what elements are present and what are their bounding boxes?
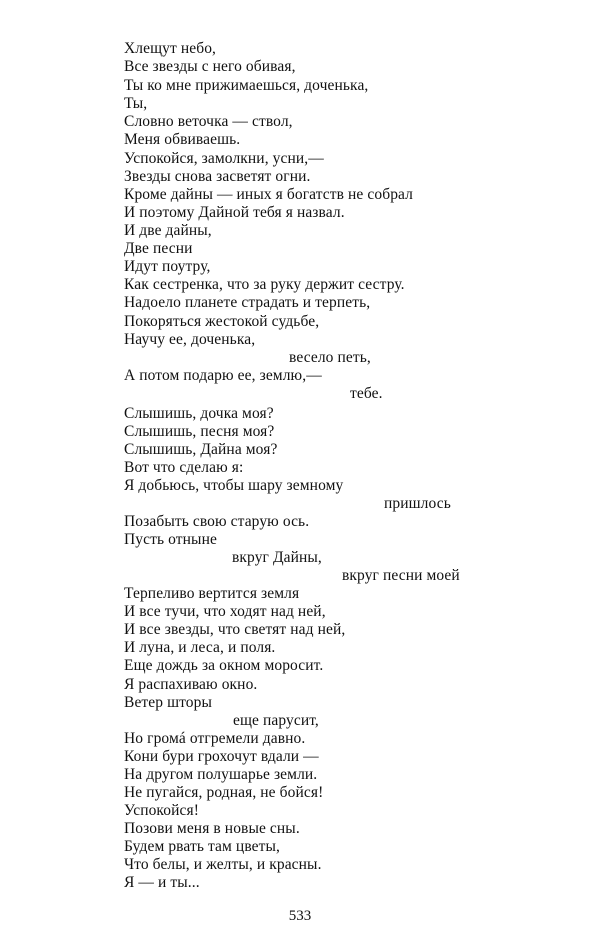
poem-line: вкруг Дайны, xyxy=(232,549,322,566)
poem-line: Вот что сделаю я: xyxy=(124,459,244,476)
poem-line: И луна, и леса, и поля. xyxy=(124,639,276,656)
poem-line: Кроме дайны — иных я богатств не собрал xyxy=(124,186,414,203)
poem-line: На другом полушарье земли. xyxy=(124,766,318,783)
poem-line: пришлось xyxy=(384,495,451,512)
poem-line: Пусть отныне xyxy=(124,531,217,548)
poem-line: Ты ко мне прижимаешься, доченька, xyxy=(124,77,369,94)
poem-line: Я добьюсь, чтобы шару земному xyxy=(124,477,344,494)
poem-line: Ветер шторы xyxy=(124,694,213,711)
poem-line: Две песни xyxy=(124,240,193,257)
poem-line: Все звезды с него обивая, xyxy=(124,58,296,75)
poem-line: вкруг песни моей xyxy=(342,567,460,584)
poem-line: Хлещут небо, xyxy=(124,40,217,57)
poem-line: Научу ее, доченька, xyxy=(124,331,256,348)
poem-line: Меня обвиваешь. xyxy=(124,131,241,148)
poem-line: Кони бури грохочут вдали — xyxy=(124,748,319,765)
poem-line: Позабыть свою старую ось. xyxy=(124,513,310,530)
poem-line: еще парусит, xyxy=(233,712,319,729)
poem-line: Не пугайся, родная, не бойся! xyxy=(124,784,324,801)
poem-line: Надоело планете страдать и терпеть, xyxy=(124,294,371,311)
poem-line: Успокойся, замолкни, усни,— xyxy=(124,150,324,167)
poem-line: тебе. xyxy=(350,385,383,402)
poem-line: Терпеливо вертится земля xyxy=(124,585,300,602)
poem-line: Слышишь, песня моя? xyxy=(124,423,275,440)
poem-line: Идут поутру, xyxy=(124,258,211,275)
poem-line: Покоряться жестокой судьбе, xyxy=(124,313,320,330)
poem-line: весело петь, xyxy=(289,349,371,366)
poem-line: Но громá отгремели давно. xyxy=(124,730,306,747)
poem-line: И поэтому Дайной тебя я назвал. xyxy=(124,204,345,221)
poem-line: Слышишь, Дайна моя? xyxy=(124,441,278,458)
poem-line: Еще дождь за окном моросит. xyxy=(124,657,324,674)
poem-line: Звезды снова засветят огни. xyxy=(124,168,311,185)
poem-line: Позови меня в новые сны. xyxy=(124,820,300,837)
poem-line: Что белы, и желты, и красны. xyxy=(124,856,322,873)
poem-line: Как сестренка, что за руку держит сестру. xyxy=(124,276,405,293)
poem-line: Я распахиваю окно. xyxy=(124,676,258,693)
poem-line: Слышишь, дочка моя? xyxy=(124,405,274,422)
poem-line: И все тучи, что ходят над ней, xyxy=(124,603,326,620)
poem-line: И две дайны, xyxy=(124,222,212,239)
poem-line: А потом подарю ее, землю,— xyxy=(124,367,322,384)
poem-line: И все звезды, что светят над ней, xyxy=(124,621,346,638)
poem-line: Успокойся! xyxy=(124,802,199,819)
poem-line: Ты, xyxy=(124,95,148,112)
poem-line: Я — и ты... xyxy=(124,874,200,891)
poem-line: Будем рвать там цветы, xyxy=(124,838,280,855)
poem-line: Словно веточка — ствол, xyxy=(124,113,293,130)
page-number: 533 xyxy=(288,908,312,924)
